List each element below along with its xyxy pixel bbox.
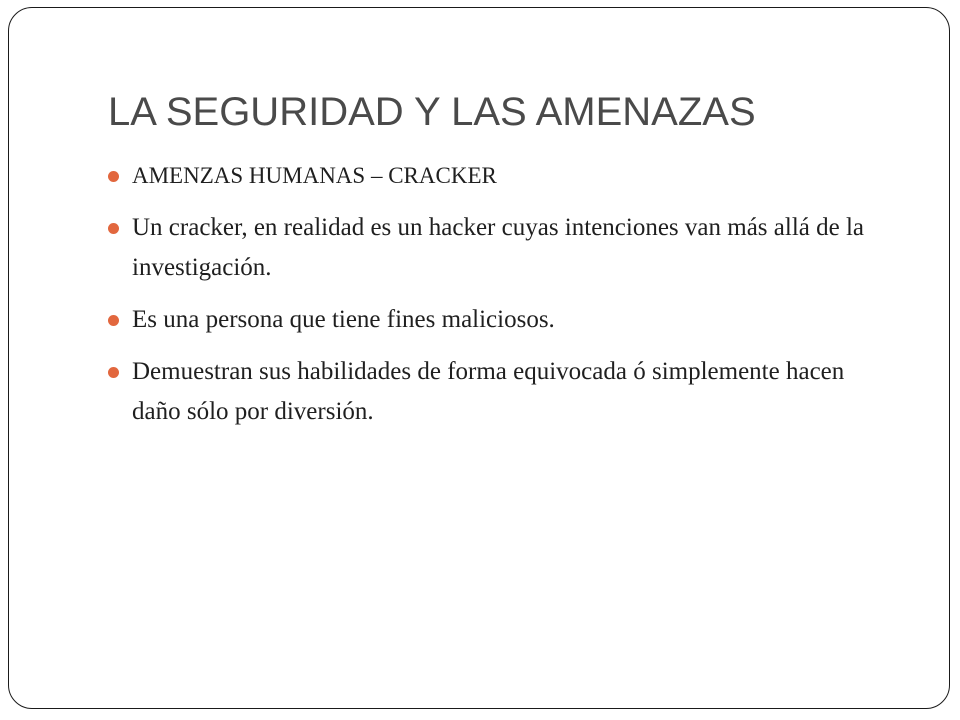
bullet-item-cracker-definition <box>106 208 866 288</box>
bullet-item-skills-misuse <box>106 352 866 432</box>
bullet-dot-icon <box>108 223 119 234</box>
bullet-list <box>106 156 866 444</box>
bullet-item-malicious-purpose <box>106 300 866 340</box>
bullet-item-threats-heading <box>106 156 866 196</box>
bullet-text: Demuestran sus habilidades de forma equivocada ó simplemente hacen daño sólo por diversión. <box>132 358 845 425</box>
bullet-text: AMENZAS HUMANAS – CRACKER <box>132 163 497 188</box>
bullet-dot-icon <box>108 315 119 326</box>
slide-title: LA SEGURIDAD Y LAS AMENAZAS <box>108 90 756 134</box>
bullet-text: Es una persona que tiene fines maliciosos. <box>132 306 555 333</box>
bullet-dot-icon <box>108 171 119 182</box>
bullet-dot-icon <box>108 367 119 378</box>
bullet-text: Un cracker, en realidad es un hacker cuyas intenciones van más allá de la investigación. <box>132 214 864 281</box>
